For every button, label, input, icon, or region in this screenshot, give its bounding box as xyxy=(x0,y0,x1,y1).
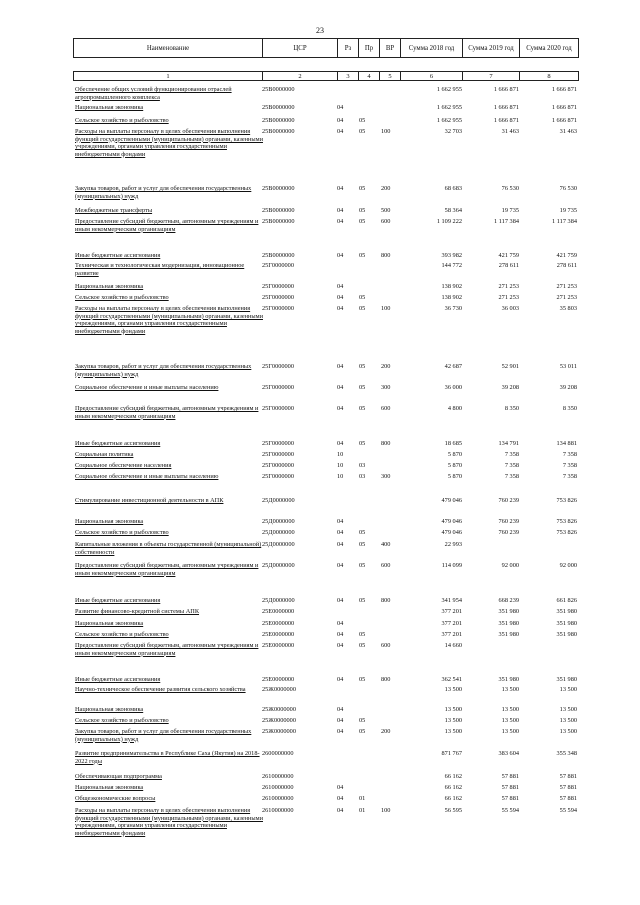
row-rz: 04 xyxy=(337,363,344,370)
row-csr: 25Е0000000 xyxy=(262,676,295,683)
row-name: Иные бюджетные ассигнования xyxy=(75,676,161,683)
row-sum-2019: 1 666 871 xyxy=(493,104,519,111)
row-csr: 2610000000 xyxy=(262,784,294,791)
header-vr: ВР xyxy=(379,38,401,58)
row-rz: 04 xyxy=(337,305,344,312)
row-sum-2020: 8 350 xyxy=(562,405,577,412)
row-name: Социальная политика xyxy=(75,451,134,458)
row-sum-2019: 55 594 xyxy=(501,807,519,814)
row-pr: 05 xyxy=(359,529,366,536)
row-rz: 04 xyxy=(337,717,344,724)
row-sum-2018: 66 162 xyxy=(444,773,462,780)
row-name: Национальная экономика xyxy=(75,283,144,290)
row-name: Национальная экономика xyxy=(75,784,144,791)
row-pr: 05 xyxy=(359,128,366,135)
row-name: Обеспечение общих условий функционирования отраслей агропромышленного комплекса xyxy=(75,86,232,101)
row-sum-2020: 753 826 xyxy=(556,497,577,504)
row-sum-2019: 1 117 384 xyxy=(494,218,519,225)
row-name: Социальное обеспечение и иные выплаты населению xyxy=(75,384,219,391)
row-sum-2019: 421 759 xyxy=(498,252,519,259)
row-sum-2020: 271 253 xyxy=(556,294,577,301)
row-sum-2019: 57 881 xyxy=(501,773,519,780)
row-csr: 25Д0000000 xyxy=(262,541,295,548)
row-sum-2018: 393 982 xyxy=(441,252,462,259)
row-sum-2020: 31 463 xyxy=(559,128,577,135)
row-sum-2020: 7 358 xyxy=(562,451,577,458)
row-sum-2019: 8 350 xyxy=(504,405,519,412)
col-number: 1 xyxy=(73,71,263,81)
row-sum-2020: 1 117 384 xyxy=(552,218,577,225)
row-name: Национальная экономика xyxy=(75,706,144,713)
row-sum-2020: 57 881 xyxy=(559,795,577,802)
header-sum-2020: Сумма 2020 год xyxy=(519,38,579,58)
row-csr: 25В0000000 xyxy=(262,104,295,111)
row-sum-2018: 341 954 xyxy=(441,597,462,604)
row-sum-2018: 114 099 xyxy=(441,562,462,569)
row-csr: 2610000000 xyxy=(262,773,294,780)
row-rz: 04 xyxy=(337,440,344,447)
row-name: Предоставление субсидий бюджетным, автономным учреждениям и иным некоммерческим организациям xyxy=(75,405,259,420)
row-rz: 04 xyxy=(337,207,344,214)
row-sum-2020: 661 826 xyxy=(556,597,577,604)
row-csr: 25В0000000 xyxy=(262,86,295,93)
row-sum-2020: 57 881 xyxy=(559,773,577,780)
row-name: Национальная экономика xyxy=(75,620,144,627)
row-sum-2018: 1 662 955 xyxy=(436,117,462,124)
row-rz: 04 xyxy=(337,676,344,683)
row-sum-2019: 7 358 xyxy=(504,462,519,469)
row-sum-2018: 13 500 xyxy=(444,706,462,713)
row-pr: 05 xyxy=(359,597,366,604)
page-number: 23 xyxy=(316,26,324,35)
row-rz: 04 xyxy=(337,218,344,225)
row-sum-2020: 55 594 xyxy=(559,807,577,814)
row-sum-2019: 36 003 xyxy=(501,305,519,312)
row-pr: 01 xyxy=(359,795,366,802)
row-csr: 25Г0000000 xyxy=(262,262,294,269)
row-csr: 25Г0000000 xyxy=(262,363,294,370)
row-csr: 25Г0000000 xyxy=(262,440,294,447)
row-sum-2020: 134 881 xyxy=(556,440,577,447)
row-pr: 05 xyxy=(359,541,366,548)
header-pr: Пр xyxy=(358,38,380,58)
row-csr: 2610000000 xyxy=(262,795,294,802)
col-number: 5 xyxy=(379,71,401,81)
row-sum-2020: 351 980 xyxy=(556,631,577,638)
row-sum-2019: 1 666 871 xyxy=(493,86,519,93)
row-pr: 05 xyxy=(359,631,366,638)
row-sum-2020: 13 500 xyxy=(559,686,577,693)
row-name: Стимулирование инвестиционной деятельности в АПК xyxy=(75,497,224,504)
row-sum-2018: 4 800 xyxy=(447,405,462,412)
row-sum-2019: 57 881 xyxy=(501,795,519,802)
row-name: Закупка товаров, работ и услуг для обеспечения государственных (муниципальных) нужд xyxy=(75,363,252,378)
row-vr: 600 xyxy=(381,218,391,225)
row-sum-2019: 278 611 xyxy=(498,262,519,269)
row-sum-2020: 7 358 xyxy=(562,462,577,469)
row-rz: 04 xyxy=(337,294,344,301)
row-csr: 25Г0000000 xyxy=(262,294,294,301)
row-pr: 01 xyxy=(359,807,366,814)
row-rz: 04 xyxy=(337,283,344,290)
row-sum-2019: 13 500 xyxy=(501,717,519,724)
row-name: Развитие предпринимательства в Республике Саха (Якутия) на 2018-2022 годы xyxy=(75,750,260,765)
row-name: Закупка товаров, работ и услуг для обеспечения государственных (муниципальных) нужд xyxy=(75,728,252,743)
row-csr: 25Д0000000 xyxy=(262,497,295,504)
row-name: Сельское хозяйство и рыболовство xyxy=(75,529,169,536)
row-sum-2020: 278 611 xyxy=(556,262,577,269)
row-sum-2020: 13 500 xyxy=(559,706,577,713)
row-name: Сельское хозяйство и рыболовство xyxy=(75,117,169,124)
row-csr: 25В0000000 xyxy=(262,218,295,225)
row-csr: 25Г0000000 xyxy=(262,384,294,391)
row-sum-2018: 377 201 xyxy=(441,631,462,638)
row-sum-2018: 5 870 xyxy=(447,462,462,469)
row-name: Социальное обеспечение населения xyxy=(75,462,172,469)
row-sum-2019: 668 239 xyxy=(498,597,519,604)
row-csr: 25Е0000000 xyxy=(262,642,295,649)
row-sum-2018: 5 870 xyxy=(447,473,462,480)
row-rz: 04 xyxy=(337,706,344,713)
row-sum-2020: 355 348 xyxy=(556,750,577,757)
row-sum-2018: 66 162 xyxy=(444,784,462,791)
row-sum-2018: 1 109 222 xyxy=(436,218,462,225)
row-name: Капитальные вложения в объекты государственной (муниципальной) собственности xyxy=(75,541,262,556)
row-name: Предоставление субсидий бюджетным, автономным учреждениям и иным некоммерческим организациям xyxy=(75,642,259,657)
row-sum-2020: 753 826 xyxy=(556,529,577,536)
row-sum-2019: 92 000 xyxy=(501,562,519,569)
row-name: Расходы на выплаты персоналу в целях обеспечения выполнения функций государственными (муниципальными) органами, казенными учреждениями, органами управления государственными внебюджетными фондами xyxy=(75,128,263,158)
row-name: Предоставление субсидий бюджетным, автономным учреждениям и иным некоммерческим организациям xyxy=(75,562,259,577)
row-sum-2018: 138 902 xyxy=(441,294,462,301)
row-sum-2020: 13 500 xyxy=(559,728,577,735)
row-rz: 04 xyxy=(337,384,344,391)
row-sum-2020: 1 666 871 xyxy=(551,86,577,93)
row-rz: 04 xyxy=(337,117,344,124)
row-pr: 05 xyxy=(359,294,366,301)
row-csr: 25В0000000 xyxy=(262,252,295,259)
row-name: Обеспечивающая подпрограмма xyxy=(75,773,162,780)
row-sum-2019: 13 500 xyxy=(501,706,519,713)
row-name: Предоставление субсидий бюджетным, автономным учреждениям и иным некоммерческим организациям xyxy=(75,218,259,233)
row-sum-2020: 7 358 xyxy=(562,473,577,480)
row-csr: 25В0000000 xyxy=(262,185,295,192)
row-sum-2019: 7 358 xyxy=(504,473,519,480)
row-name: Развитие финансово-кредитной системы АПК xyxy=(75,608,200,615)
row-sum-2019: 134 791 xyxy=(498,440,519,447)
col-number: 2 xyxy=(262,71,338,81)
row-sum-2019: 760 239 xyxy=(498,518,519,525)
row-pr: 05 xyxy=(359,642,366,649)
row-sum-2020: 1 666 871 xyxy=(551,117,577,124)
row-sum-2018: 56 595 xyxy=(444,807,462,814)
row-pr: 03 xyxy=(359,473,366,480)
col-number: 3 xyxy=(337,71,359,81)
row-sum-2018: 479 046 xyxy=(441,497,462,504)
row-pr: 05 xyxy=(359,305,366,312)
row-rz: 04 xyxy=(337,795,344,802)
row-name: Иные бюджетные ассигнования xyxy=(75,252,161,259)
row-sum-2019: 760 239 xyxy=(498,497,519,504)
row-sum-2020: 35 803 xyxy=(559,305,577,312)
row-sum-2018: 58 364 xyxy=(444,207,462,214)
row-vr: 800 xyxy=(381,440,391,447)
row-vr: 300 xyxy=(381,473,391,480)
row-rz: 04 xyxy=(337,562,344,569)
row-sum-2020: 351 980 xyxy=(556,608,577,615)
col-number: 4 xyxy=(358,71,380,81)
row-rz: 04 xyxy=(337,728,344,735)
row-csr: 25В0000000 xyxy=(262,117,295,124)
row-sum-2019: 351 980 xyxy=(498,608,519,615)
row-sum-2020: 351 980 xyxy=(556,620,577,627)
row-sum-2018: 479 046 xyxy=(441,529,462,536)
row-rz: 04 xyxy=(337,128,344,135)
header-sum-2019: Сумма 2019 год xyxy=(462,38,520,58)
row-name: Общеэкономические вопросы xyxy=(75,795,156,802)
row-sum-2018: 5 870 xyxy=(447,451,462,458)
row-csr: 25Е0000000 xyxy=(262,608,295,615)
row-csr: 25Г0000000 xyxy=(262,405,294,412)
row-csr: 25Д0000000 xyxy=(262,597,295,604)
row-name: Иные бюджетные ассигнования xyxy=(75,597,161,604)
row-csr: 25Г0000000 xyxy=(262,462,294,469)
row-sum-2019: 19 735 xyxy=(501,207,519,214)
row-sum-2018: 36 730 xyxy=(444,305,462,312)
row-sum-2019: 271 253 xyxy=(498,283,519,290)
header-rz: Рз xyxy=(337,38,359,58)
row-rz: 04 xyxy=(337,252,344,259)
row-rz: 04 xyxy=(337,104,344,111)
row-pr: 05 xyxy=(359,384,366,391)
row-csr: 25Г0000000 xyxy=(262,451,294,458)
row-rz: 10 xyxy=(337,473,344,480)
row-sum-2019: 351 980 xyxy=(498,631,519,638)
row-csr: 25Г0000000 xyxy=(262,283,294,290)
row-vr: 200 xyxy=(381,185,391,192)
row-sum-2019: 383 604 xyxy=(498,750,519,757)
row-rz: 10 xyxy=(337,451,344,458)
row-name: Иные бюджетные ассигнования xyxy=(75,440,161,447)
row-vr: 800 xyxy=(381,252,391,259)
row-rz: 04 xyxy=(337,597,344,604)
row-csr: 25Е0000000 xyxy=(262,620,295,627)
row-pr: 05 xyxy=(359,207,366,214)
row-sum-2019: 57 881 xyxy=(501,784,519,791)
row-sum-2018: 377 201 xyxy=(441,608,462,615)
row-vr: 600 xyxy=(381,405,391,412)
row-vr: 200 xyxy=(381,728,391,735)
row-sum-2020: 271 253 xyxy=(556,283,577,290)
row-csr: 2610000000 xyxy=(262,807,294,814)
row-rz: 04 xyxy=(337,807,344,814)
row-pr: 05 xyxy=(359,405,366,412)
row-sum-2019: 271 253 xyxy=(498,294,519,301)
row-name: Расходы на выплаты персоналу в целях обеспечения выполнения функций государственными (муниципальными) органами, казенными учреждениями, органами управления государственными внебюджетными фондами xyxy=(75,807,263,837)
row-sum-2018: 18 685 xyxy=(444,440,462,447)
row-sum-2018: 1 662 955 xyxy=(436,86,462,93)
row-pr: 05 xyxy=(359,717,366,724)
row-csr: 25Г0000000 xyxy=(262,305,294,312)
row-sum-2019: 39 208 xyxy=(501,384,519,391)
row-sum-2019: 351 980 xyxy=(498,620,519,627)
row-pr: 05 xyxy=(359,363,366,370)
row-sum-2018: 144 772 xyxy=(441,262,462,269)
row-sum-2020: 76 530 xyxy=(559,185,577,192)
row-rz: 04 xyxy=(337,518,344,525)
row-csr: 25Ж0000000 xyxy=(262,706,296,713)
row-sum-2018: 68 683 xyxy=(444,185,462,192)
row-csr: 25Ж0000000 xyxy=(262,717,296,724)
row-vr: 800 xyxy=(381,676,391,683)
row-csr: 25Д0000000 xyxy=(262,562,295,569)
row-vr: 600 xyxy=(381,562,391,569)
row-name: Расходы на выплаты персоналу в целях обеспечения выполнения функций государственными (муниципальными) органами, казенными учреждениями, органами управления государственными внебюджетными фондами xyxy=(75,305,263,335)
row-name: Научно-техническое обеспечение развития сельского хозяйства xyxy=(75,686,246,693)
row-vr: 600 xyxy=(381,642,391,649)
row-sum-2019: 351 980 xyxy=(498,676,519,683)
row-sum-2019: 31 463 xyxy=(501,128,519,135)
row-pr: 05 xyxy=(359,218,366,225)
row-name: Социальное обеспечение и иные выплаты населению xyxy=(75,473,219,480)
row-vr: 100 xyxy=(381,305,391,312)
row-csr: 25В0000000 xyxy=(262,207,295,214)
row-vr: 400 xyxy=(381,541,391,548)
row-rz: 04 xyxy=(337,541,344,548)
row-sum-2018: 362 541 xyxy=(441,676,462,683)
row-name: Национальная экономика xyxy=(75,518,144,525)
row-sum-2018: 42 687 xyxy=(444,363,462,370)
row-sum-2018: 22 993 xyxy=(444,541,462,548)
row-sum-2019: 760 239 xyxy=(498,529,519,536)
row-vr: 500 xyxy=(381,207,391,214)
row-sum-2019: 13 500 xyxy=(501,686,519,693)
col-number: 7 xyxy=(462,71,520,81)
row-sum-2020: 57 881 xyxy=(559,784,577,791)
row-pr: 03 xyxy=(359,462,366,469)
row-sum-2018: 32 703 xyxy=(444,128,462,135)
row-sum-2018: 377 201 xyxy=(441,620,462,627)
row-csr: 25Ж0000000 xyxy=(262,686,296,693)
row-name: Национальная экономика xyxy=(75,104,144,111)
header-sum-2018: Сумма 2018 год xyxy=(400,38,463,58)
row-pr: 05 xyxy=(359,185,366,192)
row-csr: 2600000000 xyxy=(262,750,294,757)
row-csr: 25Д0000000 xyxy=(262,518,295,525)
row-name: Сельское хозяйство и рыболовство xyxy=(75,717,169,724)
row-rz: 04 xyxy=(337,529,344,536)
row-sum-2019: 13 500 xyxy=(501,728,519,735)
row-pr: 05 xyxy=(359,728,366,735)
row-rz: 10 xyxy=(337,462,344,469)
row-rz: 04 xyxy=(337,784,344,791)
row-sum-2020: 19 735 xyxy=(559,207,577,214)
row-sum-2018: 13 500 xyxy=(444,728,462,735)
row-csr: 25В0000000 xyxy=(262,128,295,135)
row-sum-2019: 52 901 xyxy=(501,363,519,370)
row-vr: 200 xyxy=(381,363,391,370)
header-csr: ЦСР xyxy=(262,38,338,58)
col-number: 6 xyxy=(400,71,463,81)
row-csr: 25Г0000000 xyxy=(262,473,294,480)
row-rz: 04 xyxy=(337,631,344,638)
row-sum-2020: 351 980 xyxy=(556,676,577,683)
row-sum-2020: 13 500 xyxy=(559,717,577,724)
row-sum-2020: 53 011 xyxy=(559,363,577,370)
row-sum-2020: 92 000 xyxy=(559,562,577,569)
row-name: Сельское хозяйство и рыболовство xyxy=(75,294,169,301)
row-sum-2020: 1 666 871 xyxy=(551,104,577,111)
row-pr: 05 xyxy=(359,117,366,124)
row-sum-2019: 1 666 871 xyxy=(493,117,519,124)
row-vr: 800 xyxy=(381,597,391,604)
row-vr: 300 xyxy=(381,384,391,391)
row-sum-2018: 66 162 xyxy=(444,795,462,802)
row-name: Закупка товаров, работ и услуг для обеспечения государственных (муниципальных) нужд xyxy=(75,185,252,200)
row-rz: 04 xyxy=(337,405,344,412)
row-rz: 04 xyxy=(337,185,344,192)
row-csr: 25Ж0000000 xyxy=(262,728,296,735)
row-sum-2018: 36 000 xyxy=(444,384,462,391)
row-sum-2020: 421 759 xyxy=(556,252,577,259)
row-rz: 04 xyxy=(337,620,344,627)
row-pr: 05 xyxy=(359,562,366,569)
row-rz: 04 xyxy=(337,642,344,649)
row-name: Межбюджетные трансферты xyxy=(75,207,153,214)
row-vr: 100 xyxy=(381,807,391,814)
header-name: Наименование xyxy=(73,38,263,58)
row-pr: 05 xyxy=(359,252,366,259)
row-sum-2019: 76 530 xyxy=(501,185,519,192)
row-sum-2018: 14 660 xyxy=(444,642,462,649)
row-sum-2020: 753 826 xyxy=(556,518,577,525)
row-sum-2019: 7 358 xyxy=(504,451,519,458)
row-vr: 100 xyxy=(381,128,391,135)
row-sum-2018: 13 500 xyxy=(444,717,462,724)
row-pr: 05 xyxy=(359,440,366,447)
row-sum-2018: 479 046 xyxy=(441,518,462,525)
row-sum-2018: 871 767 xyxy=(441,750,462,757)
row-name: Техническая и технологическая модернизация, инновационное развитие xyxy=(75,262,245,277)
col-number: 8 xyxy=(519,71,579,81)
row-csr: 25Д0000000 xyxy=(262,529,295,536)
row-sum-2018: 138 902 xyxy=(441,283,462,290)
row-sum-2018: 13 500 xyxy=(444,686,462,693)
row-sum-2020: 39 208 xyxy=(559,384,577,391)
row-sum-2018: 1 662 955 xyxy=(436,104,462,111)
row-pr: 05 xyxy=(359,676,366,683)
row-csr: 25Е0000000 xyxy=(262,631,295,638)
row-name: Сельское хозяйство и рыболовство xyxy=(75,631,169,638)
